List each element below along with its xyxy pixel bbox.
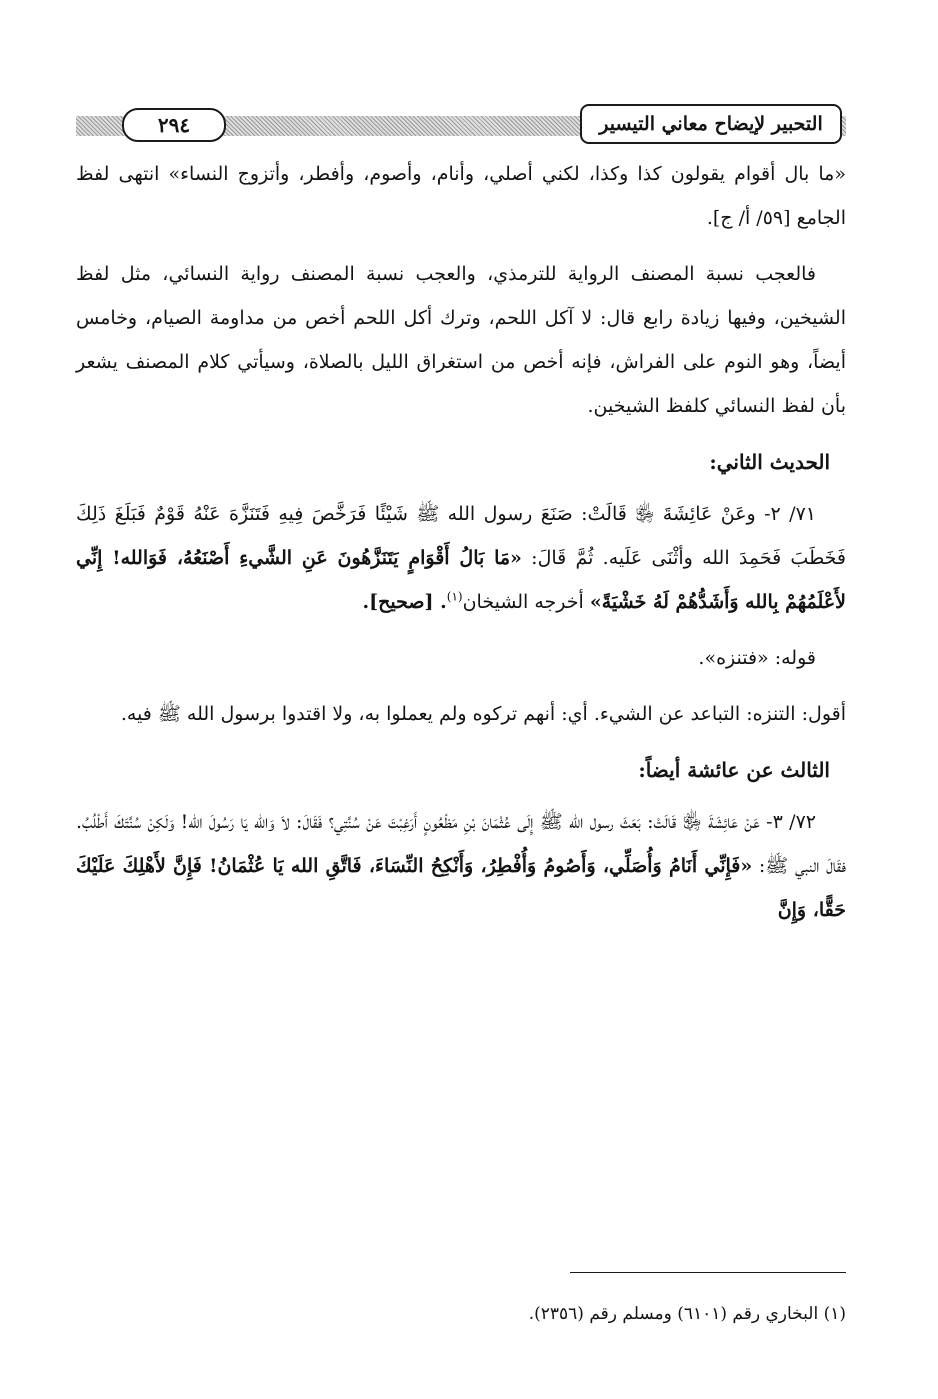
- paragraph-qawluh: قوله: «فتنزه».: [698, 647, 816, 669]
- paragraph-aqul: أقول: التنزه: التباعد عن الشيء. أي: أنهم تركوه ولم يعملوا به، ولا اقتدوا برسول الله ﷺ فيه.: [120, 703, 846, 725]
- section-heading-third-hadith: الثالث عن عائشة أيضاً:: [638, 758, 830, 782]
- page-body: [76, 152, 846, 944]
- paragraph-quote-end: «ما بال أقوام يقولون كذا وكذا، لكني أصلي، وأنام، وأصوم، وأفطر، وأتزوج النساء» انتهى لفظ الجامع [٥٩/ أ/ ج].: [76, 163, 846, 229]
- hadith-71-intro: ٧١/ ٢- وعَنْ عَائِشَةَ ﵂ قَالَتْ: صَنَعَ رسول الله ﷺ شَيْئًا فَرَخَّصَ فِيهِ فَتَنَزَّهَ عَنْهُ قَوْمٌ فَبَلَغَ ذَلِكَ فَخَطَبَ فَحَمِدَ الله وأثْنَى عَلَيه. ثُمَّ قَالَ:: [76, 503, 846, 569]
- hadith-72: [76, 800, 846, 932]
- hadith-72-quote: «فَإِنِّي أَنَامُ وَأُصَلِّي، وَأَصُومُ وَأُفْطِرُ، وَأَنْكِحُ النِّسَاءَ، فَاتَّقِ الله يَا عُثْمَانُ! فَإِنَّ لأَهْلِكَ عَلَيْكَ حَقًّا، وَإِنَّ: [76, 855, 846, 921]
- hadith-71-quote: «مَا بَالُ أَقْوَامٍ يَتَنَزَّهُونَ عَنِ الشَّيءِ أَصْنَعُهُ، فَوَالله! إِنِّي لأَعْلَمُهُمْ بِالله وَأَشَدُّهُمْ لَهُ خَشْيَةً»: [76, 547, 846, 613]
- running-header: [76, 104, 846, 146]
- footnote-separator: [570, 1272, 846, 1273]
- paragraph-commentary: فالعجب نسبة المصنف الرواية للترمذي، والعجب نسبة المصنف رواية النسائي، مثل لفظ الشيخين، وفيها زيادة رابع قال: لا آكل اللحم، وترك أكل اللحم أخص من مداومة الصيام، وخامس أيضاً، وهو النوم على الفراش، فإنه أخص من استغراق الليل بالصلاة، وسيأتي كلام المصنف يشعر بأن لفظ النسائي كلفظ الشيخين.: [76, 263, 846, 417]
- book-title: التحبير لإيضاح معاني التيسير: [580, 104, 842, 144]
- hadith-71-source: أخرجه الشيخان: [462, 591, 590, 613]
- hadith-71: [76, 492, 846, 624]
- hadith-72-intro: ٧٢/ ٣- عَنْ عَائِشَةَ ﵂ قَالَتْ: بَعَثَ رسول الله ﷺ إِلَى عُثْمَانَ بْنِ مَظْعُونٍ أَرَغِبْتَ عَنْ سُنَّتِي؟ فَقَالَ: لاَ وَالله يَا رَسُولَ الله! وَلَكِنْ سُنَّتَكَ أَطْلُبُ. فقَالَ النبي ﷺ:: [76, 811, 846, 877]
- footnote-marker: (١): [446, 589, 463, 604]
- page-number: ٢٩٤: [122, 108, 226, 142]
- section-heading-second-hadith: الحديث الثاني:: [709, 450, 830, 474]
- hadith-71-grade: . [صحيح].: [362, 591, 447, 613]
- footnote: (١) البخاري رقم (٦١٠١) ومسلم رقم (٢٣٥٦).: [528, 1304, 846, 1324]
